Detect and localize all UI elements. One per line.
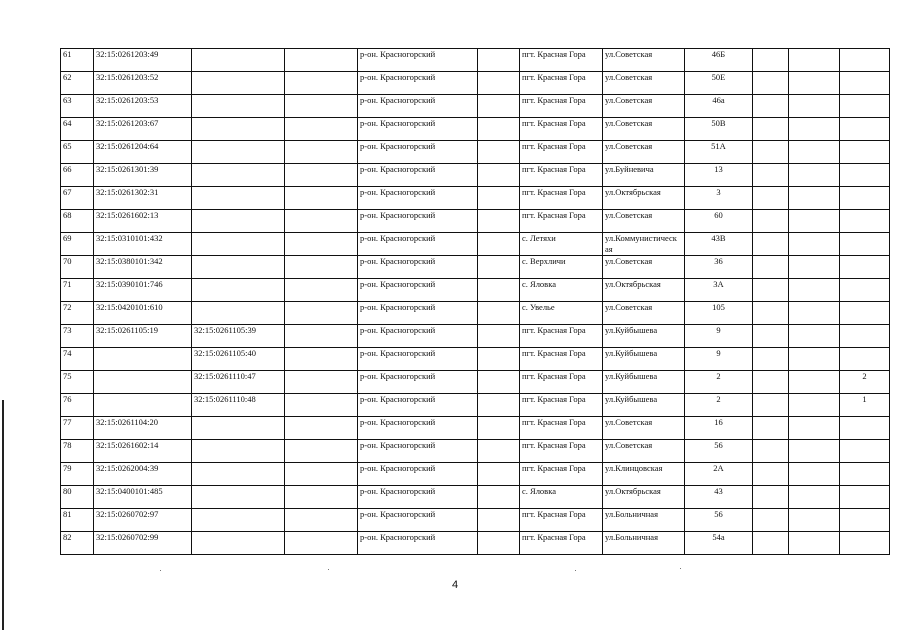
cell-settlement: пгт. Красная Гора: [520, 371, 603, 394]
cell-house-number: 43: [685, 486, 753, 509]
cell-count: [840, 302, 890, 325]
cell-cadastral-number-2: [192, 302, 285, 325]
cell-district: р-он. Красногорский: [358, 256, 478, 279]
cell-count: [840, 348, 890, 371]
cell-house-number: 46Б: [685, 49, 753, 72]
cell-empty: [789, 463, 840, 486]
cell-street: ул.Куйбышева: [603, 348, 685, 371]
cell-cadastral-number: 32:15:0261203:67: [94, 118, 192, 141]
cell-cadastral-number-2: [192, 256, 285, 279]
cell-empty: [789, 233, 840, 256]
scan-speck: [575, 570, 576, 571]
cell-house-number: 56: [685, 509, 753, 532]
cell-district: р-он. Красногорский: [358, 440, 478, 463]
cell-empty: [753, 348, 789, 371]
cell-cadastral-number: 32:15:0261302:31: [94, 187, 192, 210]
cell-count: [840, 118, 890, 141]
table-row: [61, 72, 890, 95]
cell-cadastral-number: 32:15:0261203:53: [94, 95, 192, 118]
cell-cadastral-number-2: [192, 141, 285, 164]
cell-empty: [285, 279, 358, 302]
cell-cadastral-number: 32:15:0261104:20: [94, 417, 192, 440]
cell-empty: [789, 49, 840, 72]
cell-count: [840, 256, 890, 279]
scan-speck: [160, 570, 161, 571]
cell-count: [840, 463, 890, 486]
cell-street: ул.Советская: [603, 95, 685, 118]
cell-settlement: пгт. Красная Гора: [520, 118, 603, 141]
cell-count: [840, 279, 890, 302]
cell-row-number: 80: [61, 486, 94, 509]
cell-street: ул.Советская: [603, 49, 685, 72]
cell-empty: [753, 417, 789, 440]
cell-empty: [789, 325, 840, 348]
cell-empty: [789, 394, 840, 417]
cell-empty: [478, 325, 520, 348]
cell-empty: [285, 463, 358, 486]
cell-settlement: с. Яловка: [520, 486, 603, 509]
cell-cadastral-number-2: 32:15:0261110:47: [192, 371, 285, 394]
cell-house-number: 16: [685, 417, 753, 440]
cell-cadastral-number-2: 32:15:0261105:39: [192, 325, 285, 348]
cell-count: [840, 164, 890, 187]
cell-row-number: 73: [61, 325, 94, 348]
table-row: [61, 302, 890, 325]
cell-cadastral-number-2: 32:15:0261110:48: [192, 394, 285, 417]
cell-settlement: пгт. Красная Гора: [520, 72, 603, 95]
cell-street: ул.Октябрьская: [603, 486, 685, 509]
cell-empty: [753, 440, 789, 463]
table-row: [61, 187, 890, 210]
cell-cadastral-number: [94, 371, 192, 394]
cell-district: р-он. Красногорский: [358, 394, 478, 417]
cell-settlement: пгт. Красная Гора: [520, 463, 603, 486]
cell-cadastral-number-2: [192, 440, 285, 463]
cell-empty: [789, 72, 840, 95]
cell-empty: [753, 394, 789, 417]
table-row: [61, 509, 890, 532]
cell-empty: [478, 72, 520, 95]
cell-settlement: с. Увелье: [520, 302, 603, 325]
cell-district: р-он. Красногорский: [358, 95, 478, 118]
cell-settlement: пгт. Красная Гора: [520, 440, 603, 463]
cell-row-number: 72: [61, 302, 94, 325]
cell-empty: [789, 371, 840, 394]
cell-district: р-он. Красногорский: [358, 509, 478, 532]
cell-district: р-он. Красногорский: [358, 49, 478, 72]
cell-house-number: 36: [685, 256, 753, 279]
cell-settlement: пгт. Красная Гора: [520, 187, 603, 210]
cell-empty: [478, 233, 520, 256]
cell-empty: [285, 440, 358, 463]
table-row: [61, 279, 890, 302]
cell-cadastral-number: 32:15:0262004:39: [94, 463, 192, 486]
cell-district: р-он. Красногорский: [358, 118, 478, 141]
cell-cadastral-number-2: [192, 532, 285, 555]
cell-count: [840, 233, 890, 256]
cell-street: ул.Больничная: [603, 532, 685, 555]
cell-house-number: 13: [685, 164, 753, 187]
cell-settlement: пгт. Красная Гора: [520, 49, 603, 72]
cell-cadastral-number-2: [192, 233, 285, 256]
cell-street: ул.Коммунистическ ая: [603, 233, 685, 256]
cell-row-number: 77: [61, 417, 94, 440]
table-row: [61, 463, 890, 486]
cell-empty: [478, 279, 520, 302]
table-row: [61, 49, 890, 72]
scan-speck: [328, 569, 329, 570]
cell-settlement: пгт. Красная Гора: [520, 348, 603, 371]
cell-empty: [285, 233, 358, 256]
cell-empty: [789, 509, 840, 532]
cell-house-number: 3А: [685, 279, 753, 302]
cell-count: [840, 95, 890, 118]
cell-house-number: 50В: [685, 118, 753, 141]
cell-empty: [753, 279, 789, 302]
cell-street: ул.Советская: [603, 302, 685, 325]
table-row: [61, 394, 890, 417]
cell-row-number: 70: [61, 256, 94, 279]
cell-cadastral-number-2: [192, 486, 285, 509]
cell-empty: [789, 118, 840, 141]
cell-row-number: 71: [61, 279, 94, 302]
cell-count: [840, 417, 890, 440]
cell-street: ул.Буйневича: [603, 164, 685, 187]
cell-cadastral-number: 32:15:0380101:342: [94, 256, 192, 279]
cell-count: [840, 509, 890, 532]
cell-row-number: 61: [61, 49, 94, 72]
cell-empty: [285, 348, 358, 371]
cell-cadastral-number: 32:15:0261105:19: [94, 325, 192, 348]
cell-count: [840, 325, 890, 348]
cell-house-number: 105: [685, 302, 753, 325]
cell-count: [840, 49, 890, 72]
cell-empty: [285, 371, 358, 394]
cell-cadastral-number-2: [192, 49, 285, 72]
cell-row-number: 81: [61, 509, 94, 532]
cell-row-number: 63: [61, 95, 94, 118]
cell-empty: [285, 49, 358, 72]
cell-empty: [753, 463, 789, 486]
cell-empty: [285, 394, 358, 417]
cell-count: 2: [840, 371, 890, 394]
cell-house-number: 9: [685, 325, 753, 348]
cell-cadastral-number: 32:15:0400101:485: [94, 486, 192, 509]
cell-empty: [285, 164, 358, 187]
cell-empty: [478, 256, 520, 279]
cell-street: ул.Советская: [603, 256, 685, 279]
cell-row-number: 69: [61, 233, 94, 256]
cell-empty: [789, 302, 840, 325]
table-row: [61, 417, 890, 440]
cell-house-number: 3: [685, 187, 753, 210]
cell-empty: [478, 141, 520, 164]
cell-cadastral-number-2: 32:15:0261105:40: [192, 348, 285, 371]
cell-street: ул.Клинцовская: [603, 463, 685, 486]
cell-empty: [753, 325, 789, 348]
cell-count: [840, 187, 890, 210]
scan-edge-line: [2, 400, 4, 630]
cell-empty: [285, 302, 358, 325]
cell-district: р-он. Красногорский: [358, 187, 478, 210]
cell-street: ул.Октябрьская: [603, 187, 685, 210]
cell-empty: [753, 532, 789, 555]
cell-empty: [285, 509, 358, 532]
cell-settlement: с. Летяхи: [520, 233, 603, 256]
cell-cadastral-number: 32:15:0261203:49: [94, 49, 192, 72]
cell-empty: [789, 187, 840, 210]
cell-cadastral-number: 32:15:0261203:52: [94, 72, 192, 95]
cell-row-number: 82: [61, 532, 94, 555]
cell-empty: [789, 95, 840, 118]
cell-empty: [789, 532, 840, 555]
cell-empty: [789, 210, 840, 233]
cell-empty: [789, 440, 840, 463]
cell-street: ул.Куйбышева: [603, 394, 685, 417]
cell-cadastral-number: 32:15:0390101:746: [94, 279, 192, 302]
cell-street: ул.Советская: [603, 72, 685, 95]
cell-empty: [285, 95, 358, 118]
cell-empty: [478, 95, 520, 118]
cell-cadastral-number: 32:15:0420101:610: [94, 302, 192, 325]
table-row: [61, 486, 890, 509]
cell-row-number: 74: [61, 348, 94, 371]
cell-house-number: 60: [685, 210, 753, 233]
cell-empty: [285, 118, 358, 141]
cell-empty: [753, 118, 789, 141]
cell-settlement: пгт. Красная Гора: [520, 210, 603, 233]
cell-empty: [478, 348, 520, 371]
cell-empty: [478, 210, 520, 233]
cell-empty: [789, 164, 840, 187]
cell-row-number: 64: [61, 118, 94, 141]
cell-empty: [478, 394, 520, 417]
cell-cadastral-number: [94, 394, 192, 417]
cell-empty: [789, 256, 840, 279]
cell-empty: [478, 486, 520, 509]
cell-cadastral-number-2: [192, 118, 285, 141]
cell-street: ул.Советская: [603, 417, 685, 440]
cell-empty: [789, 486, 840, 509]
table-row: [61, 95, 890, 118]
cell-empty: [789, 279, 840, 302]
cell-empty: [478, 49, 520, 72]
property-register-table: [60, 48, 890, 555]
cell-settlement: пгт. Красная Гора: [520, 141, 603, 164]
cell-cadastral-number: [94, 348, 192, 371]
cell-empty: [478, 302, 520, 325]
cell-district: р-он. Красногорский: [358, 371, 478, 394]
cell-district: р-он. Красногорский: [358, 532, 478, 555]
cell-empty: [478, 532, 520, 555]
cell-district: р-он. Красногорский: [358, 279, 478, 302]
cell-district: р-он. Красногорский: [358, 486, 478, 509]
cell-cadastral-number-2: [192, 72, 285, 95]
cell-settlement: пгт. Красная Гора: [520, 325, 603, 348]
scan-speck: [680, 568, 681, 569]
table-body: [61, 49, 890, 555]
cell-cadastral-number-2: [192, 164, 285, 187]
cell-empty: [285, 417, 358, 440]
cell-cadastral-number-2: [192, 95, 285, 118]
cell-settlement: пгт. Красная Гора: [520, 417, 603, 440]
cell-empty: [478, 417, 520, 440]
cell-district: р-он. Красногорский: [358, 302, 478, 325]
table-row: [61, 325, 890, 348]
cell-street: ул.Советская: [603, 118, 685, 141]
cell-empty: [753, 256, 789, 279]
cell-cadastral-number-2: [192, 463, 285, 486]
cell-cadastral-number: 32:15:0261301:39: [94, 164, 192, 187]
cell-row-number: 67: [61, 187, 94, 210]
cell-empty: [478, 440, 520, 463]
cell-empty: [753, 509, 789, 532]
cell-empty: [789, 417, 840, 440]
cell-empty: [753, 49, 789, 72]
table-row: [61, 141, 890, 164]
cell-empty: [478, 371, 520, 394]
cell-street: ул.Куйбышева: [603, 371, 685, 394]
table-row: [61, 233, 890, 256]
cell-empty: [285, 486, 358, 509]
table-row: [61, 210, 890, 233]
cell-count: [840, 210, 890, 233]
cell-count: [840, 72, 890, 95]
cell-empty: [478, 187, 520, 210]
cell-cadastral-number-2: [192, 509, 285, 532]
cell-district: р-он. Красногорский: [358, 141, 478, 164]
table-row: [61, 256, 890, 279]
table-row: [61, 440, 890, 463]
table-row: [61, 532, 890, 555]
cell-empty: [285, 187, 358, 210]
cell-district: р-он. Красногорский: [358, 463, 478, 486]
cell-empty: [753, 486, 789, 509]
cell-empty: [753, 302, 789, 325]
cell-count: [840, 141, 890, 164]
cell-settlement: пгт. Красная Гора: [520, 95, 603, 118]
cell-cadastral-number-2: [192, 417, 285, 440]
cell-settlement: пгт. Красная Гора: [520, 509, 603, 532]
cell-empty: [753, 210, 789, 233]
cell-house-number: 50Е: [685, 72, 753, 95]
cell-row-number: 79: [61, 463, 94, 486]
cell-house-number: 43В: [685, 233, 753, 256]
cell-count: [840, 486, 890, 509]
cell-district: р-он. Красногорский: [358, 233, 478, 256]
cell-district: р-он. Красногорский: [358, 348, 478, 371]
cell-empty: [478, 509, 520, 532]
cell-settlement: пгт. Красная Гора: [520, 394, 603, 417]
cell-cadastral-number: 32:15:0260702:97: [94, 509, 192, 532]
cell-street: ул.Советская: [603, 210, 685, 233]
cell-empty: [285, 256, 358, 279]
cell-district: р-он. Красногорский: [358, 72, 478, 95]
cell-district: р-он. Красногорский: [358, 417, 478, 440]
cell-street: ул.Советская: [603, 440, 685, 463]
cell-row-number: 76: [61, 394, 94, 417]
cell-cadastral-number-2: [192, 279, 285, 302]
cell-row-number: 78: [61, 440, 94, 463]
cell-row-number: 62: [61, 72, 94, 95]
cell-house-number: 2А: [685, 463, 753, 486]
cell-cadastral-number: 32:15:0261602:13: [94, 210, 192, 233]
cell-empty: [789, 141, 840, 164]
cell-empty: [285, 72, 358, 95]
cell-empty: [753, 164, 789, 187]
cell-row-number: 68: [61, 210, 94, 233]
cell-count: [840, 440, 890, 463]
cell-empty: [285, 532, 358, 555]
cell-cadastral-number-2: [192, 187, 285, 210]
cell-settlement: с. Верхличи: [520, 256, 603, 279]
cell-house-number: 2: [685, 371, 753, 394]
cell-street: ул.Советская: [603, 141, 685, 164]
cell-district: р-он. Красногорский: [358, 210, 478, 233]
cell-district: р-он. Красногорский: [358, 325, 478, 348]
cell-settlement: пгт. Красная Гора: [520, 164, 603, 187]
cell-cadastral-number: 32:15:0260702:99: [94, 532, 192, 555]
cell-empty: [478, 164, 520, 187]
cell-house-number: 46а: [685, 95, 753, 118]
cell-empty: [285, 210, 358, 233]
cell-empty: [753, 141, 789, 164]
cell-settlement: пгт. Красная Гора: [520, 532, 603, 555]
cell-empty: [478, 118, 520, 141]
cell-empty: [753, 187, 789, 210]
cell-house-number: 9: [685, 348, 753, 371]
cell-empty: [285, 325, 358, 348]
cell-empty: [478, 463, 520, 486]
cell-house-number: 51А: [685, 141, 753, 164]
cell-street: ул.Октябрьская: [603, 279, 685, 302]
cell-house-number: 54а: [685, 532, 753, 555]
cell-count: [840, 532, 890, 555]
cell-cadastral-number: 32:15:0310101:432: [94, 233, 192, 256]
cell-house-number: 2: [685, 394, 753, 417]
cell-empty: [753, 72, 789, 95]
cell-cadastral-number-2: [192, 210, 285, 233]
table-row: [61, 118, 890, 141]
cell-row-number: 66: [61, 164, 94, 187]
cell-street: ул.Больничная: [603, 509, 685, 532]
cell-empty: [789, 348, 840, 371]
cell-cadastral-number: 32:15:0261602:14: [94, 440, 192, 463]
cell-row-number: 65: [61, 141, 94, 164]
cell-count: 1: [840, 394, 890, 417]
cell-street: ул.Куйбышева: [603, 325, 685, 348]
cell-empty: [753, 233, 789, 256]
cell-settlement: с. Яловка: [520, 279, 603, 302]
cell-empty: [753, 371, 789, 394]
cell-empty: [285, 141, 358, 164]
cell-row-number: 75: [61, 371, 94, 394]
cell-empty: [753, 95, 789, 118]
cell-district: р-он. Красногорский: [358, 164, 478, 187]
table-row: [61, 348, 890, 371]
cell-house-number: 56: [685, 440, 753, 463]
page-number: 4: [452, 579, 459, 591]
cell-cadastral-number: 32:15:0261204:64: [94, 141, 192, 164]
table-row: [61, 164, 890, 187]
table-row: [61, 371, 890, 394]
